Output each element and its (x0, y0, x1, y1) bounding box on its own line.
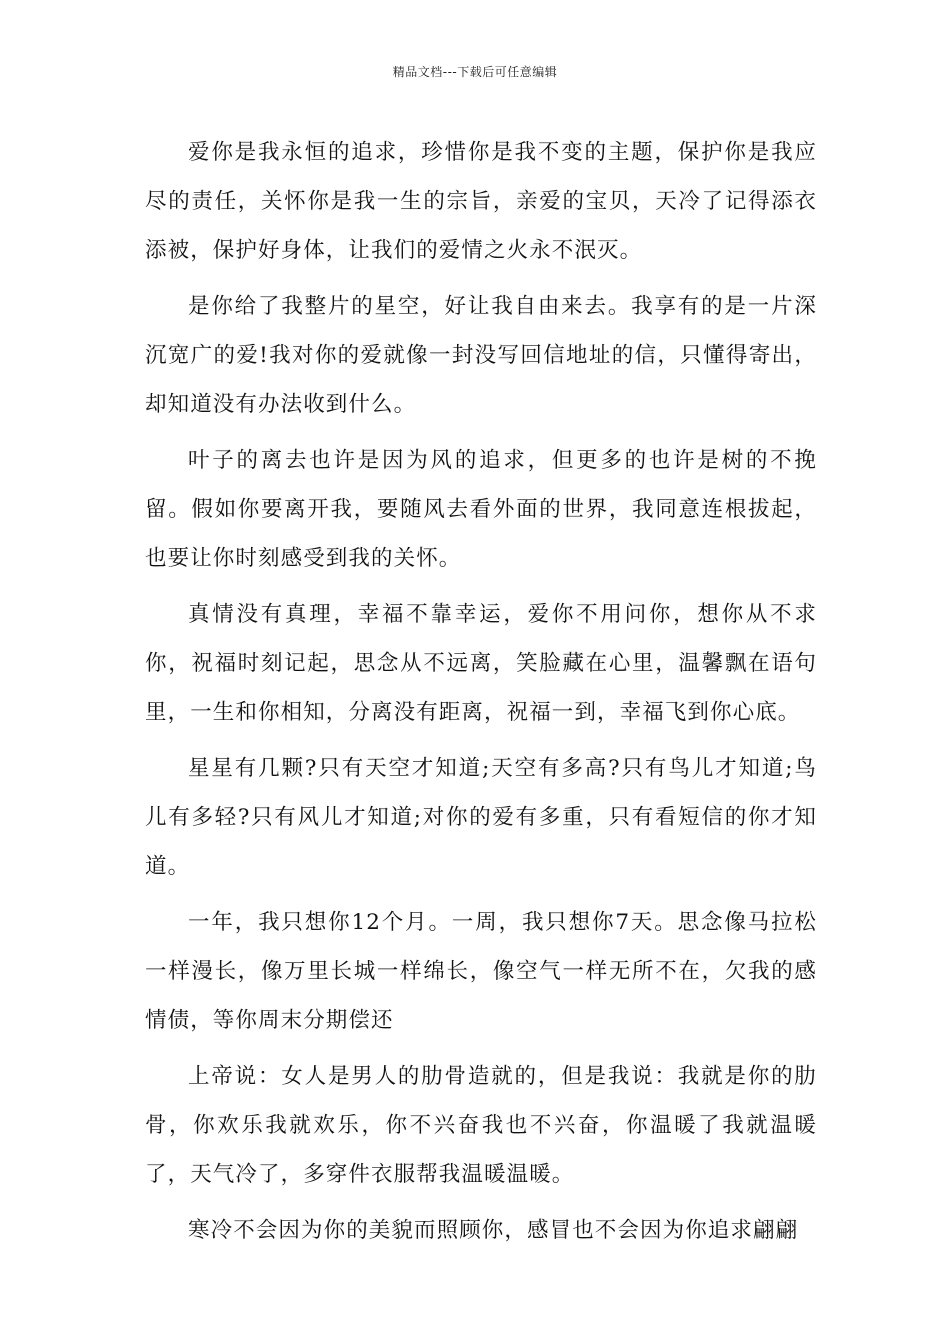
paragraph-1: 爱你是我永恒的追求，珍惜你是我不变的主题，保护你是我应尽的责任，关怀你是我一生的宗旨，亲爱的宝贝，天冷了记得添衣添被，保护好身体，让我们的爱情之火永不泯灭。 (145, 140, 817, 263)
paragraph-8: 寒冷不会因为你的美貌而照顾你，感冒也不会因为你追求翩翩 (188, 1218, 799, 1243)
page-header: 精品文档---下载后可任意编辑 (392, 65, 558, 79)
paragraph-7: 上帝说：女人是男人的肋骨造就的，但是我说：我就是你的肋骨，你欢乐我就欢乐，你不兴奋我也不兴奋，你温暖了我就温暖了，天气冷了，多穿件衣服帮我温暖温暖。 (145, 1064, 817, 1187)
document-body (145, 128, 817, 1255)
paragraph-5: 星星有几颗?只有天空才知道;天空有多高?只有鸟儿才知道;鸟儿有多轻?只有风儿才知道;对你的爱有多重，只有看短信的你才知道。 (145, 756, 817, 879)
paragraph-4: 真情没有真理，幸福不靠幸运，爱你不用问你，想你从不求你，祝福时刻记起，思念从不远离，笑脸藏在心里，温馨飘在语句里，一生和你相知，分离没有距离，祝福一到，幸福飞到你心底。 (145, 602, 817, 725)
paragraph-6: 一年，我只想你12个月。一周，我只想你7天。思念像马拉松一样漫长，像万里长城一样绵长，像空气一样无所不在，欠我的感情债，等你周末分期偿还 (145, 910, 817, 1033)
paragraph-3: 叶子的离去也许是因为风的追求，但更多的也许是树的不挽留。假如你要离开我，要随风去看外面的世界，我同意连根拔起，也要让你时刻感受到我的关怀。 (145, 448, 817, 571)
paragraph-2: 是你给了我整片的星空，好让我自由来去。我享有的是一片深沉宽广的爱!我对你的爱就像一封没写回信地址的信，只懂得寄出，却知道没有办法收到什么。 (145, 294, 817, 417)
